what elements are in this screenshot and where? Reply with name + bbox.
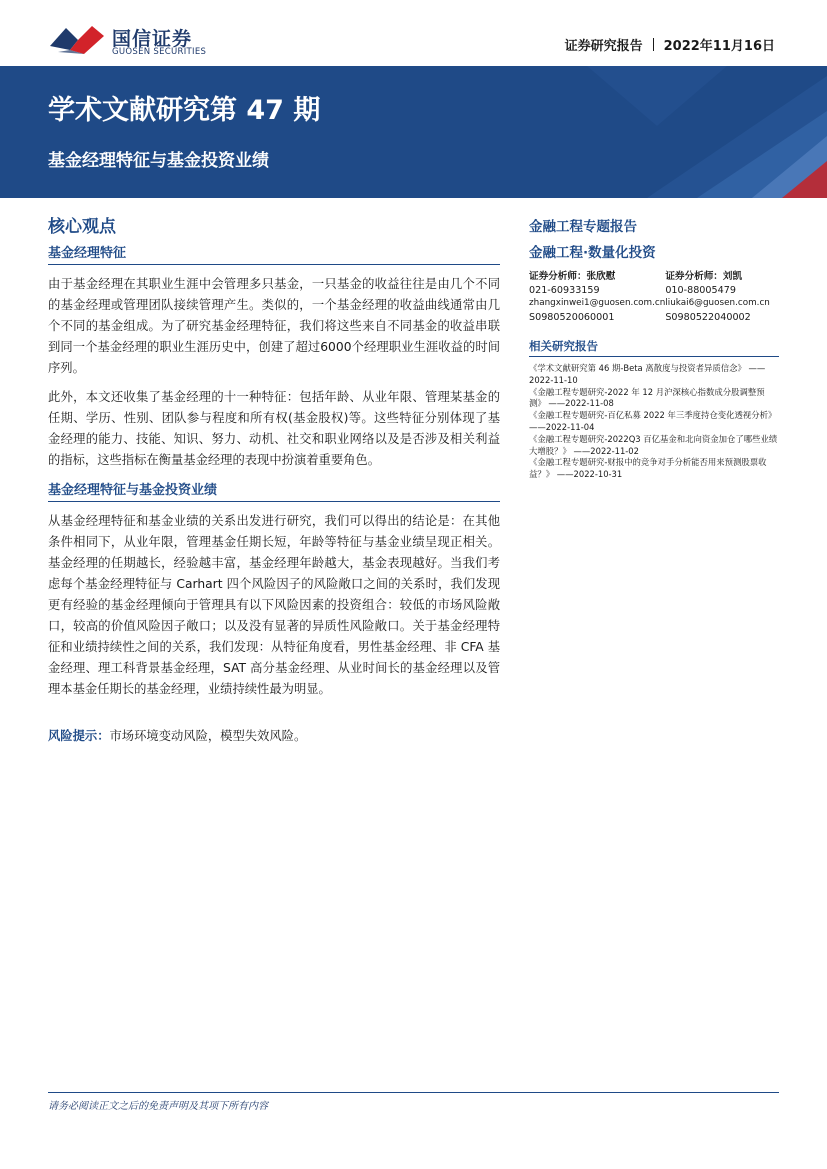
analyst-phone: 021-60933159 — [529, 284, 600, 296]
risk-text: 市场环境变动风险，模型失效风险。 — [109, 729, 307, 743]
report-subtitle: 基金经理特征与基金投资业绩 — [48, 151, 269, 171]
related-reports-list — [529, 363, 779, 481]
section-heading: 基金经理特征 — [48, 242, 500, 265]
related-report-item[interactable]: 《金融工程专题研究-百亿私募 2022 年三季度持仓变化透视分析》 ——2022-11-04 — [529, 410, 777, 432]
analyst-name: 证券分析师：张欣慰 — [529, 271, 616, 282]
related-report-item[interactable]: 《金融工程专题研究-财报中的竞争对手分析能否用来预测股票收益？》 ——2022-10-31 — [529, 457, 767, 480]
section-heading: 基金经理特征与基金投资业绩 — [48, 479, 500, 502]
footer-divider — [48, 1092, 779, 1093]
analyst-license: S0980522040002 — [665, 311, 751, 323]
analyst-phone: 010-88005479 — [665, 284, 736, 296]
analyst-email[interactable]: liukai6@guosen.com.cn — [665, 298, 770, 308]
analyst-block — [529, 270, 779, 324]
report-category: 金融工程·数量化投资 — [529, 245, 656, 261]
guosen-logo-icon — [48, 22, 108, 58]
report-meta — [565, 35, 775, 54]
report-title: 学术文献研究第 47 期 — [48, 95, 321, 126]
logo-text-cn: 国信证券 — [112, 28, 193, 50]
footer-disclaimer: 请务必阅读正文之后的免责声明及其项下所有内容 — [48, 1101, 268, 1112]
guosen-logo — [48, 22, 208, 62]
analyst-card — [665, 270, 779, 324]
related-report-item[interactable]: 《金融工程专题研究-2022 年 12 月沪深核心指数成分股调整预测》 ——2022-11-08 — [529, 386, 765, 409]
analyst-license: S0980520060001 — [529, 311, 615, 323]
banner-decoration — [527, 66, 827, 198]
related-reports-heading: 相关研究报告 — [529, 338, 779, 357]
analyst-email[interactable]: zhangxinwei1@guosen.com.cn — [529, 298, 666, 308]
report-series: 金融工程专题报告 — [529, 219, 637, 235]
logo-text-en: GUOSEN SECURITIES — [112, 47, 207, 57]
core-views — [48, 212, 500, 747]
related-report-item[interactable]: 《金融工程专题研究-2022Q3 百亿基金和北向资金加仓了哪些业绩大增股？》 ——2022-11-02 — [529, 433, 778, 456]
analyst-card — [529, 270, 665, 324]
risk-warning — [48, 726, 500, 747]
report-type: 证券研究报告 — [564, 39, 643, 54]
header-divider — [653, 38, 654, 51]
related-report-item[interactable]: 《学术文献研究第 46 期-Beta 离散度与投资者异质信念》 ——2022-11-10 — [529, 363, 766, 385]
page-header — [0, 0, 827, 66]
risk-label: 风险提示： — [48, 729, 110, 743]
sidebar — [529, 215, 779, 481]
title-banner — [0, 66, 827, 198]
paragraph: 由于基金经理在其职业生涯中会管理多只基金，一只基金的收益往往是由几个不同的基金经理或管理团队接续管理产生。类似的，一个基金经理的收益曲线通常由几个不同的基金组成。为了研究基金经理特征，我们将这些来自不同基金的收益串联到同一个基金经理的职业生涯历史中，创建了超过6000个经理职业生涯收益的时间序列。 — [48, 277, 500, 375]
core-heading: 核心观点 — [48, 217, 116, 237]
report-date: 2022年11月16日 — [663, 39, 775, 54]
analyst-name: 证券分析师：刘凯 — [665, 271, 743, 282]
paragraph: 此外，本文还收集了基金经理的十一种特征：包括年龄、从业年限、管理某基金的任期、学历、性别、团队参与程度和所有权(基金股权)等。这些特征分别体现了基金经理的能力、技能、知识、努力、动机、社交和职业网络以及是否涉及相关利益的指标，这些指标在衡量基金经理的表现中扮演着重要角色。 — [48, 390, 500, 467]
paragraph: 从基金经理特征和基金业绩的关系出发进行研究，我们可以得出的结论是：在其他条件相同下，从业年限，管理基金任期长短，年龄等特征与基金业绩呈现正相关。基金经理的任期越长，经验越丰富，基金经理年龄越大，基金表现越好。当我们考虑每个基金经理特征与 Carhart 四个风险因子的风险敞口之间的关系时，我们发现更有经验的基金经理倾向于管理具有以下风险因素的投资组合：较低的市场风险敞口，较高的价值风险因子敞口；以及没有显著的异质性风险敞口。关于基金经理特征和业绩持续性之间的关系，我们发现：从特征角度看，男性基金经理、非 CFA 基金经理、理工科背景基金经理，SAT 高分基金经理、从业时间长的基金经理以及管理本基金任期长的基金经理，业绩持续性最为明显。 — [48, 514, 500, 696]
